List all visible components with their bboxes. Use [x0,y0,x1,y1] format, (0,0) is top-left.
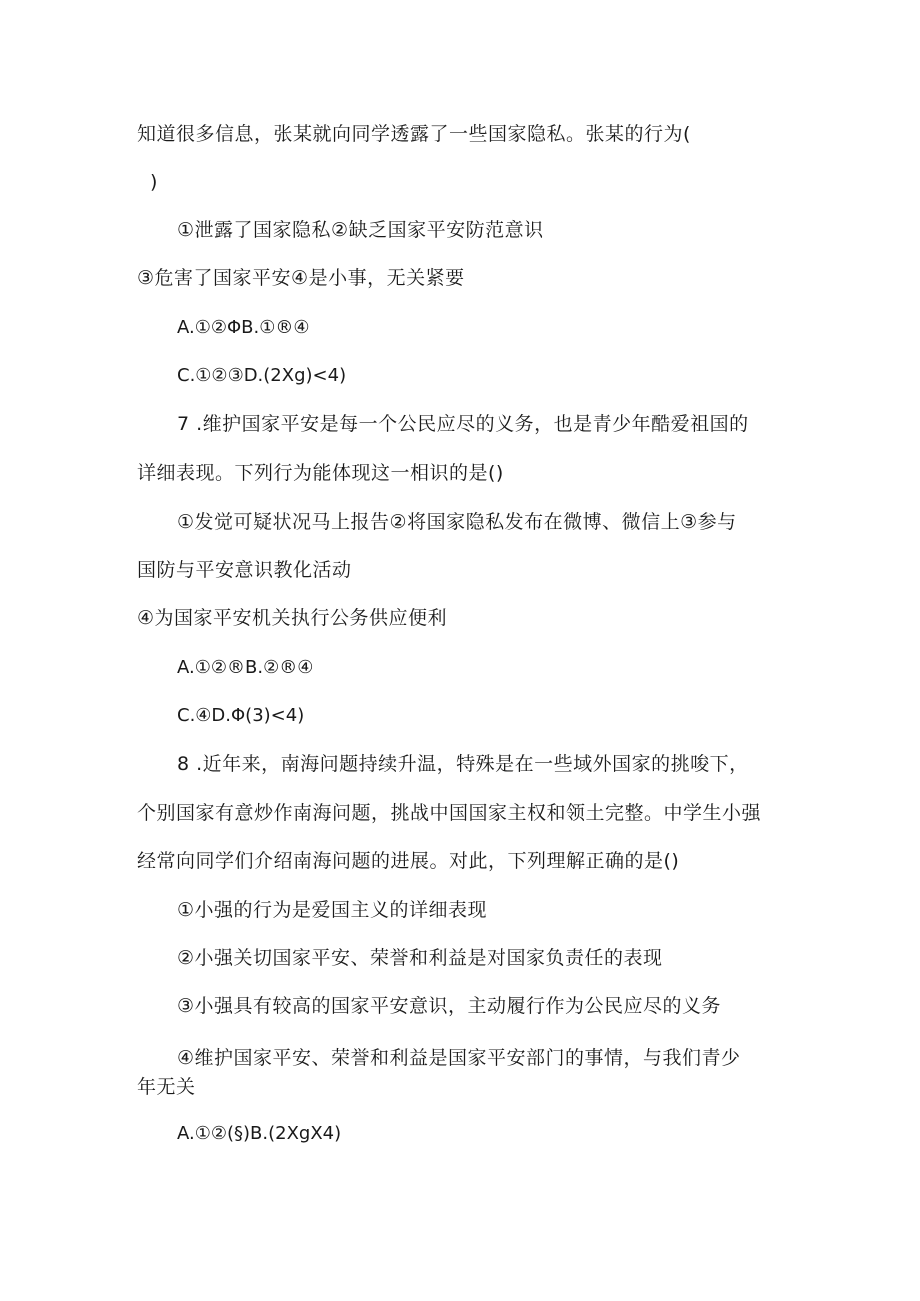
text-line: ④维护国家平安、荣誉和利益是国家平安部门的事情，与我们青少 [177,1047,741,1069]
answer-option-line: A.①②ΦB.①®④ [177,317,310,338]
answer-option-line: C.④D.Φ(3)<4) [177,705,305,726]
text-line: ①小强的行为是爱国主义的详细表现 [177,899,488,921]
text-line: 详细表现。下列行为能体现这一相识的是() [137,462,504,484]
text-line: ③小强具有较高的国家平安意识，主动履行作为公民应尽的义务 [177,995,722,1017]
answer-option-line: A.①②(§)B.(2XgX4) [177,1123,342,1144]
text-line: ①发觉可疑状况马上报告②将国家隐私发布在微博、微信上③参与 [177,511,737,533]
text-line: 个别国家有意炒作南海问题，挑战中国国家主权和领土完整。中学生小强 [137,802,762,824]
text-line: 国防与平安意识教化活动 [137,559,352,581]
question-stem: 8 .近年来，南海问题持续升温，特殊是在一些域外国家的挑唆下， [177,753,749,775]
text-line: ①泄露了国家隐私②缺乏国家平安防范意识 [177,219,544,241]
question-stem: 7 .维护国家平安是每一个公民应尽的义务，也是青少年酷爱祖国的 [177,413,749,435]
text-line: 年无关 [137,1076,196,1098]
text-line: ②小强关切国家平安、荣誉和利益是对国家负责任的表现 [177,947,663,969]
text-line: 知道很多信息，张某就向同学透露了一些国家隐私。张某的行为( [137,123,691,145]
answer-option-line: A.①②®B.②®④ [177,657,314,678]
text-line: 经常向同学们介绍南海问题的进展。对此，下列理解正确的是() [137,850,680,872]
text-line: ) [150,171,158,193]
text-line: ④为国家平安机关执行公务供应便利 [137,607,448,629]
answer-option-line: C.①②③D.(2Xg)<4) [177,365,347,386]
text-line: ③危害了国家平安④是小事，无关紧要 [137,267,465,289]
